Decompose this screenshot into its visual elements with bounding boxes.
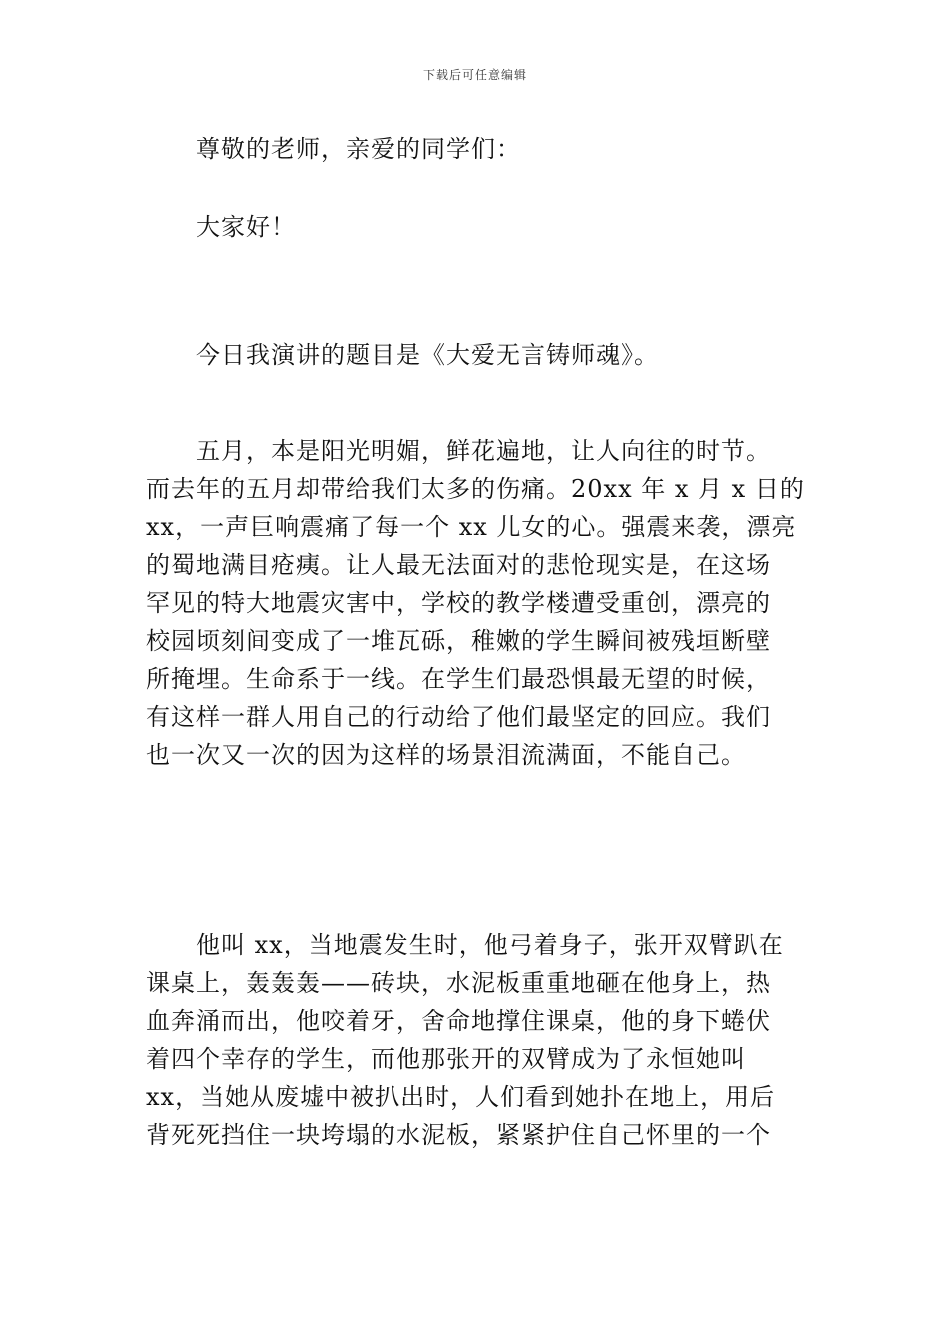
- paragraph-1-line: 所掩埋。生命系于一线。在学生们最恐惧最无望的时候，: [146, 665, 771, 693]
- hello-line: 大家好！: [196, 213, 296, 241]
- header-note: 下载后可任意编辑: [422, 68, 527, 82]
- paragraph-1-line: 也一次又一次的因为这样的场景泪流满面，不能自己。: [146, 741, 746, 769]
- paragraph-2: [146, 926, 806, 1154]
- paragraph-1-line: 校园顷刻间变成了一堆瓦砾，稚嫩的学生瞬间被残垣断壁: [146, 627, 771, 655]
- paragraph-2-line: 他叫 xx，当地震发生时，他弓着身子，张开双臂趴在: [196, 931, 784, 959]
- paragraph-1-line: 而去年的五月却带给我们太多的伤痛。20xx 年 x 月 x 日的: [146, 475, 805, 503]
- greeting-line: 尊敬的老师，亲爱的同学们：: [196, 135, 521, 163]
- paragraph-1-line: 五月，本是阳光明媚，鲜花遍地，让人向往的时节。: [196, 437, 771, 465]
- paragraph-2-line: xx，当她从废墟中被扒出时，人们看到她扑在地上，用后: [146, 1083, 776, 1111]
- paragraph-1: [146, 432, 806, 774]
- paragraph-2-line: 课桌上，轰轰轰——砖块，水泥板重重地砸在他身上，热: [146, 969, 771, 997]
- paragraph-1-line: xx，一声巨响震痛了每一个 xx 儿女的心。强震来袭，漂亮: [146, 513, 797, 541]
- paragraph-2-line: 着四个幸存的学生，而他那张开的双臂成为了永恒她叫: [146, 1045, 746, 1073]
- topic-line: 今日我演讲的题目是《大爱无言铸师魂》。: [196, 341, 659, 369]
- paragraph-1-line: 的蜀地满目疮痍。让人最无法面对的悲怆现实是，在这场: [146, 551, 771, 579]
- paragraph-1-line: 有这样一群人用自己的行动给了他们最坚定的回应。我们: [146, 703, 771, 731]
- paragraph-1-line: 罕见的特大地震灾害中，学校的教学楼遭受重创，漂亮的: [146, 589, 771, 617]
- paragraph-2-line: 背死死挡住一块垮塌的水泥板，紧紧护住自己怀里的一个: [146, 1121, 771, 1149]
- paragraph-2-line: 血奔涌而出，他咬着牙，舍命地撑住课桌，他的身下蜷伏: [146, 1007, 771, 1035]
